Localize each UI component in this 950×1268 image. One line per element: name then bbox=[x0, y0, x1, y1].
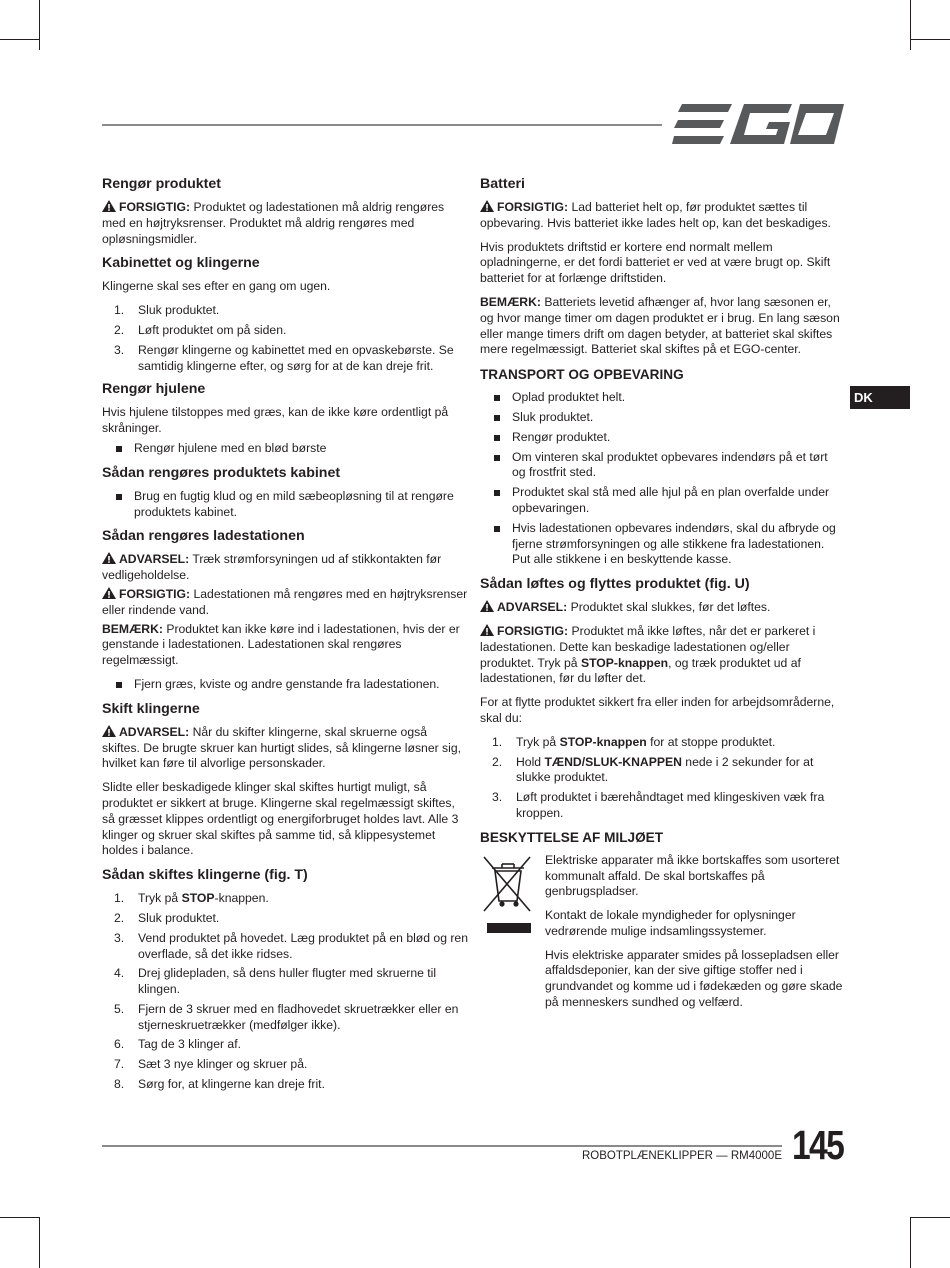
warning-triangle-icon bbox=[480, 624, 494, 636]
list-item: 6. Tag de 3 klinger af. bbox=[114, 1037, 241, 1052]
list-item: 7. Sæt 3 nye klinger og skruer på. bbox=[114, 1057, 308, 1072]
left-column bbox=[102, 170, 468, 1100]
warning-triangle-icon bbox=[102, 552, 116, 564]
heading-clean-station: Sådan rengøres ladestationen bbox=[102, 528, 305, 545]
crop-mark bbox=[910, 1217, 950, 1218]
crop-mark bbox=[0, 39, 40, 40]
crossed-bin-icon bbox=[480, 853, 538, 937]
body-paragraph: Kontakt de lokale myndigheder for oplysninger vedrørende mulige indsamlingssystemer. bbox=[545, 908, 796, 938]
caution-paragraph: FORSIGTIG: Produktet må ikke løftes, når det er parkeret i ladestationen. Dette kan beskadige ladestationen og/eller produktet. Tryk på STOP-knappen, og træk produktet ud af ladestationen, før du løfter det. bbox=[480, 623, 816, 686]
caution-label: FORSIGTIG: bbox=[119, 200, 191, 214]
list-item: 3. Løft produktet i bærehåndtaget med klingeskiven væk fra kroppen. bbox=[492, 790, 825, 820]
bullet-list bbox=[102, 677, 468, 693]
warning-paragraph: ADVARSEL: Når du skifter klingerne, skal skruerne også skiftes. De brugte skruer kan hurtigt slides, så klingerne løsner sig, hvilket kan føre til alvorlige personskader. bbox=[102, 724, 462, 771]
heading-how-replace: Sådan skiftes klingerne (fig. T) bbox=[102, 867, 308, 884]
list-item: 3. Rengør klingerne og kabinettet med en opvaskebørste. Se samtidig klingerne efter, og sørg for at de kan dreje frit. bbox=[114, 342, 454, 373]
bullet-list bbox=[102, 441, 468, 457]
warning-triangle-icon bbox=[480, 200, 494, 212]
list-item: 2. Løft produktet om på siden. bbox=[114, 322, 287, 337]
caution-paragraph bbox=[102, 200, 468, 247]
language-tab: DK bbox=[850, 386, 910, 409]
heading-environment: BESKYTTELSE AF MILJØET bbox=[480, 829, 664, 845]
list-item: Rengør hjulene med en blød børste bbox=[102, 441, 468, 457]
heading-transport: TRANSPORT OG OPBEVARING bbox=[480, 367, 684, 383]
footer-rule bbox=[102, 1145, 782, 1147]
warning-triangle-icon bbox=[480, 600, 494, 612]
list-item: 5. Fjern de 3 skruer med en fladhovedet skruetrækker eller en stjerneskruetrækker (medfølger ikke). bbox=[114, 1001, 459, 1032]
environment-block bbox=[480, 853, 844, 1011]
body-paragraph: For at flytte produktet sikkert fra eller inden for arbejdsområderne, skal du: bbox=[480, 695, 835, 725]
crop-mark bbox=[0, 1217, 40, 1218]
list-item: Fjern græs, kviste og andre genstande fra ladestationen. bbox=[102, 677, 468, 693]
steps-list bbox=[480, 735, 844, 822]
heading-clean-wheels: Rengør hjulene bbox=[102, 381, 206, 398]
heading-cabinet-blades: Kabinettet og klingerne bbox=[102, 255, 260, 272]
heading-lift: Sådan løftes og flyttes produktet (fig. U) bbox=[480, 576, 750, 593]
warning-paragraph: ADVARSEL: Træk strømforsyningen ud af stikkontakten før vedligeholdelse. bbox=[102, 552, 442, 583]
caution-paragraph: FORSIGTIG: Ladestationen må rengøres med en højtryksrenser eller rindende vand. bbox=[102, 586, 468, 617]
ego-logo bbox=[672, 104, 844, 144]
list-item: Brug en fugtig klud og en mild sæbeopløsning til at rengøre produktets kabinet. bbox=[102, 489, 468, 521]
steps-list bbox=[102, 303, 468, 374]
crop-mark bbox=[910, 39, 950, 40]
list-item: Oplad produktet helt. bbox=[480, 390, 844, 406]
bullet-list bbox=[480, 390, 844, 568]
footer-product-name: ROBOTPLÆNEKLIPPER — RM4000E bbox=[581, 1150, 782, 1162]
list-item: Hvis ladestationen opbevares indendørs, skal du afbryde og fjerne strømforsyningen og alle stikkene fra ladestationen. Put alle stikkene i en beskyttende kasse. bbox=[480, 521, 844, 568]
warning-triangle-icon bbox=[102, 587, 116, 599]
list-item: 1. Tryk på STOP-knappen for at stoppe produktet. bbox=[492, 734, 776, 749]
body-paragraph: Slidte eller beskadigede klinger skal skiftes hurtigt muligt, så produktet er sikkert at bruge. Klingerne skal regelmæssigt skiftes, så græsset klippes ordentligt og energiforbruget holdes lavt. Alle 3 klinger og skruer skal skiftes på samme tid, så klippesystemet holdes i balance. bbox=[102, 780, 459, 858]
intro-text: Hvis hjulene tilstoppes med græs, kan de ikke køre ordentligt på skråninger. bbox=[102, 405, 449, 436]
warning-paragraph: ADVARSEL: Produktet skal slukkes, før det løftes. bbox=[480, 600, 844, 616]
crop-mark bbox=[39, 1218, 40, 1268]
caution-paragraph: FORSIGTIG: Lad batteriet helt op, før produktet sættes til opbevaring. Hvis batteriet ikke lades helt op, kan det beskadiges. bbox=[480, 200, 831, 230]
list-item: Sluk produktet. bbox=[480, 410, 844, 426]
body-paragraph: Elektriske apparater må ikke bortskaffes som usorteret kommunalt affald. De skal bortskaffes på genbrugspladser. bbox=[545, 852, 840, 899]
crop-mark bbox=[910, 1218, 911, 1268]
body-paragraph: Hvis produktets driftstid er kortere end normalt mellem opladningerne, er det fordi batteriet er ved at være brugt op. Skift batteriet for at forlænge driftstiden. bbox=[480, 239, 831, 286]
heading-replace-blades: Skift klingerne bbox=[102, 700, 200, 717]
list-item: 4. Drej glidepladen, så dens huller flugter med skruerne til klingen. bbox=[114, 966, 437, 997]
note-paragraph: BEMÆRK: Produktet kan ikke køre ind i ladestationen, hvis der er genstande i ladestationen. Ladestationen skal rengøres regelmæssigt. bbox=[102, 621, 460, 668]
intro-text: Klingerne skal ses efter en gang om ugen. bbox=[102, 279, 331, 294]
heading-clean-cabinet: Sådan rengøres produktets kabinet bbox=[102, 464, 341, 481]
body-paragraph: Hvis elektriske apparater smides på lossepladsen eller affaldsdeponier, kan der sive giftige stoffer ned i grundvandet og komme ud i fødekæden og gøre skade på menneskers sundhed og velfærd. bbox=[545, 947, 843, 1010]
list-item: 1. Tryk på STOP-knappen. bbox=[114, 891, 269, 906]
caution-text: Produktet og ladestationen må aldrig rengøres med en højtryksrenser. Produktet må aldrig rengøres med opløsningsmidler. bbox=[102, 200, 445, 246]
list-item: Rengør produktet. bbox=[480, 430, 844, 446]
list-item: 2. Sluk produktet. bbox=[114, 910, 220, 925]
warning-triangle-icon bbox=[102, 725, 116, 737]
heading-battery: Batteri bbox=[480, 176, 525, 192]
note-paragraph: BEMÆRK: Batteriets levetid afhænger af, hvor lang sæsonen er, og hvor mange timer om dagen produktet er i brug. En lang sæson eller mange timers drift om dagen betyder, at batteriet skal skiftes mere regelmæssigt. Batteriet skal skiftes på et EGO-center. bbox=[480, 294, 840, 357]
right-column bbox=[480, 170, 844, 1019]
list-item: Om vinteren skal produktet opbevares indendørs på et tørt og frostfrit sted. bbox=[480, 450, 844, 482]
list-item: 2. Hold TÆND/SLUK-KNAPPEN nede i 2 sekunder for at slukke produktet. bbox=[492, 754, 814, 785]
bullet-list bbox=[102, 489, 468, 521]
crop-mark bbox=[39, 0, 40, 50]
list-item: 3. Vend produktet på hovedet. Læg produktet på en blød og ren overflade, så det ikke ridses. bbox=[114, 930, 468, 961]
list-item: 1. Sluk produktet. bbox=[114, 303, 220, 318]
page-number: 145 bbox=[792, 1122, 844, 1168]
header-rule bbox=[102, 124, 662, 126]
crop-mark bbox=[910, 0, 911, 50]
environment-text bbox=[545, 853, 844, 1011]
heading-clean-product: Rengør produktet bbox=[102, 176, 222, 192]
warning-triangle-icon bbox=[102, 200, 116, 212]
list-item: 8. Sørg for, at klingerne kan dreje frit. bbox=[114, 1077, 325, 1092]
list-item: Produktet skal stå med alle hjul på en plan overfalde under opbevaringen. bbox=[480, 485, 844, 517]
steps-list bbox=[102, 891, 468, 1093]
